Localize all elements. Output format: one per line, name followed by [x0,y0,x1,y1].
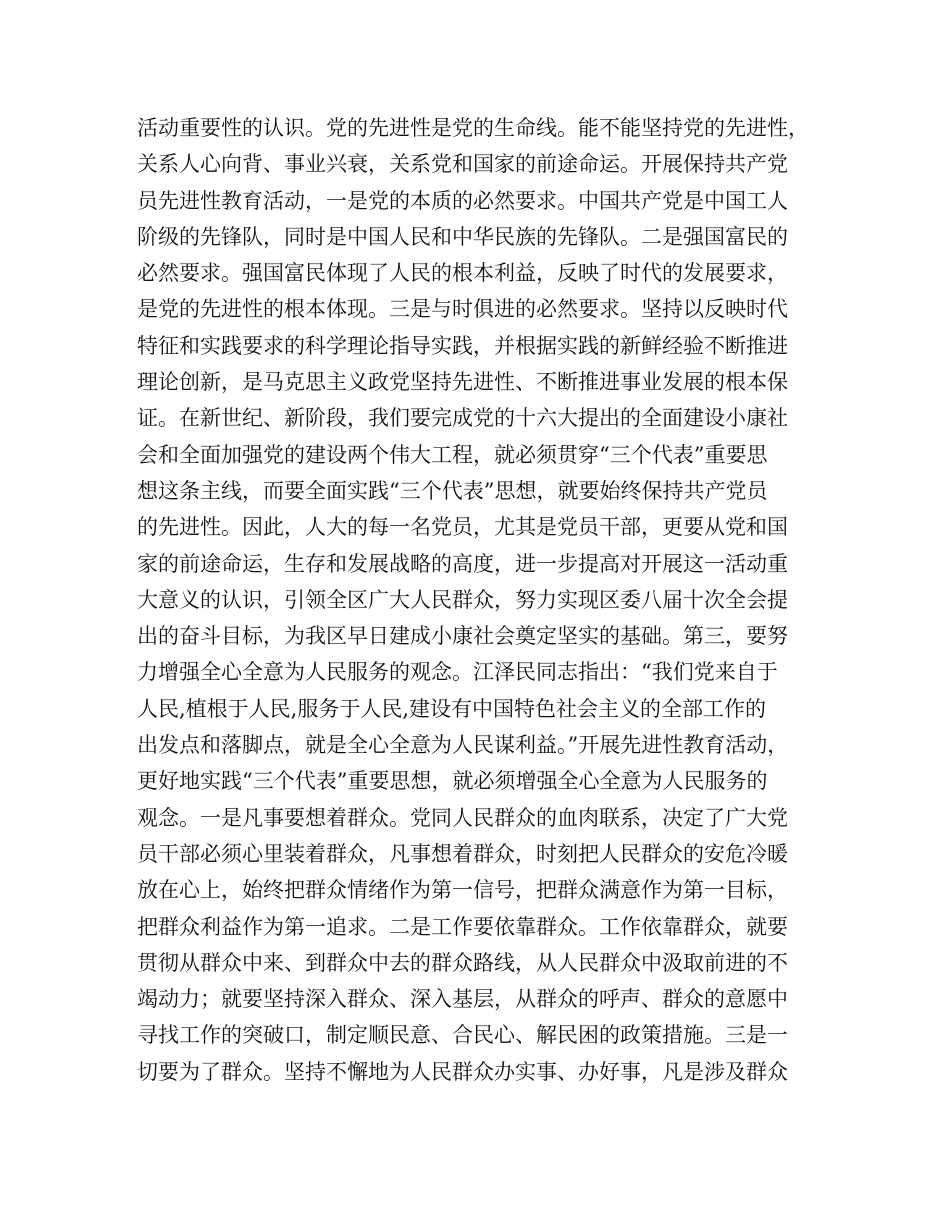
text-line: 必然要求。强国富民体现了人民的根本利益，反映了时代的发展要求， [137,261,788,286]
text-line: 想这条主线，而要全面实践“三个代表”思想，就要始终保持共产党员 [137,478,768,503]
text-line: 的先进性。因此，人大的每一名党员，尤其是党员干部，更要从党和国 [137,515,788,540]
text-line: 贯彻从群众中来、到群众中去的群众路线，从人民群众中汲取前进的不 [137,950,788,975]
text-line: 寻找工作的突破口，制定顺民意、合民心、解民困的政策措施。三是一 [137,1023,788,1048]
text-line: 更好地实践“三个代表”重要思想，就必须增强全心全意为人民服务的 [137,769,768,794]
body-text [137,110,827,1090]
text-line: 会和全面加强党的建设两个伟大工程，就必须贯穿“三个代表”重要思 [137,442,768,467]
text-line: 出的奋斗目标，为我区早日建成小康社会奠定坚实的基础。第三，要努 [137,624,788,649]
text-line: 把群众利益作为第一追求。二是工作要依靠群众。工作依靠群众，就要 [137,914,788,939]
text-line: 出发点和落脚点，就是全心全意为人民谋利益。”开展先进性教育活动， [137,733,789,758]
text-line: 切要为了群众。坚持不懈地为人民群众办实事、办好事，凡是涉及群众 [137,1059,788,1084]
text-line: 活动重要性的认识。党的先进性是党的生命线。能不能坚持党的先进性， [137,116,809,140]
text-line: 观念。一是凡事要想着群众。党同人民群众的血肉联系，决定了广大党 [137,805,788,830]
text-line: 人民,植根于人民,服务于人民,建设有中国特色社会主义的全部工作的 [137,696,767,721]
text-line: 证。在新世纪、新阶段，我们要完成党的十六大提出的全面建设小康社 [137,406,788,431]
text-line: 员先进性教育活动，一是党的本质的必然要求。中国共产党是中国工人 [137,188,788,213]
text-line: 关系人心向背、事业兴衰，关系党和国家的前途命运。开展保持共产党 [137,152,788,177]
text-line: 力增强全心全意为人民服务的观念。江泽民同志指出：“我们党来自于 [137,660,778,685]
text-line: 特征和实践要求的科学理论指导实践，并根据实践的新鲜经验不断推进 [137,333,788,358]
text-line: 员干部必须心里装着群众，凡事想着群众，时刻把人民群众的安危冷暖 [137,841,788,866]
text-line: 是党的先进性的根本体现。三是与时俱进的必然要求。坚持以反映时代 [137,297,788,322]
text-line: 大意义的认识，引领全区广大人民群众，努力实现区委八届十次全会提 [137,587,788,612]
text-line: 家的前途命运，生存和发展战略的高度，进一步提高对开展这一活动重 [137,551,788,576]
text-line: 竭动力；就要坚持深入群众、深入基层，从群众的呼声、群众的意愿中 [137,987,788,1012]
text-line: 理论创新，是马克思主义政党坚持先进性、不断推进事业发展的根本保 [137,370,788,395]
text-line: 阶级的先锋队，同时是中国人民和中华民族的先锋队。二是强国富民的 [137,224,788,249]
text-line: 放在心上，始终把群众情绪作为第一信号，把群众满意作为第一目标， [137,878,788,903]
